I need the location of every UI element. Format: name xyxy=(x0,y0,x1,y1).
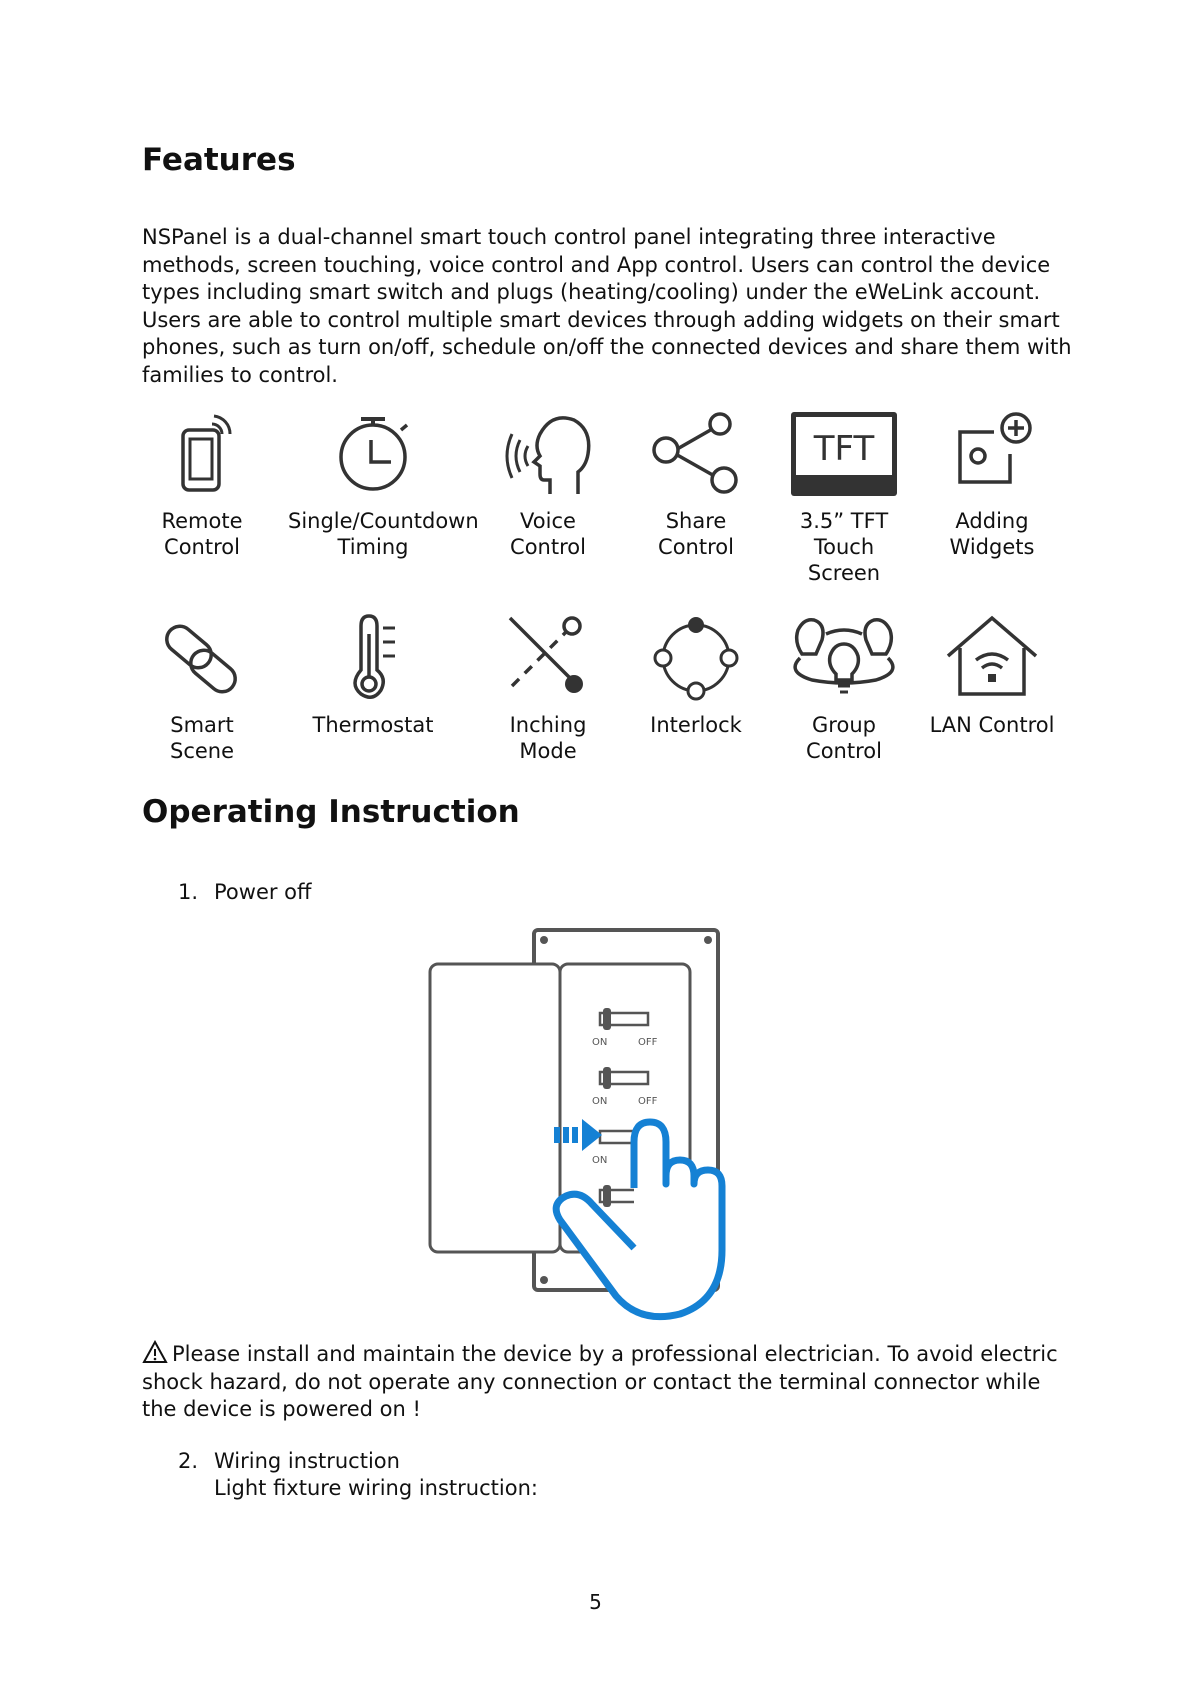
feature-thermostat xyxy=(288,614,458,738)
feature-voice-control xyxy=(463,410,633,560)
step-text: Power off xyxy=(214,880,312,904)
feature-label: LAN Control xyxy=(929,713,1055,737)
feature-label: Single/Countdown Timing xyxy=(288,509,479,559)
tft-screen-icon xyxy=(789,410,899,500)
feature-remote-control xyxy=(117,410,287,560)
feature-label: Voice Control xyxy=(510,509,586,559)
svg-text:ON: ON xyxy=(592,1096,608,1107)
feature-label: Share Control xyxy=(658,509,734,559)
link-chain-icon xyxy=(162,614,242,704)
features-intro: NSPanel is a dual-channel smart touch control panel integrating three interactive methods, screen touching, voice control and App control. Users can control the device types including smart switch and plugs (heating/cooling) under the eWeLink account. Users are able to control multiple smart devices through adding widgets on their smart phones, such as turn on/off, schedule on/off the connected devices and share them with families to control. xyxy=(142,225,1072,387)
feature-label: Thermostat xyxy=(312,713,434,737)
svg-text:TFT: TFT xyxy=(813,429,875,469)
svg-text:ON: ON xyxy=(592,1155,608,1166)
interlock-icon xyxy=(648,614,744,704)
safety-warning xyxy=(142,1340,1072,1424)
phone-remote-icon xyxy=(162,410,242,500)
feature-adding-widgets xyxy=(907,410,1077,560)
svg-text:OFF: OFF xyxy=(638,1037,658,1048)
svg-text:ON: ON xyxy=(592,1037,608,1048)
feature-timing xyxy=(288,410,479,560)
share-icon xyxy=(648,410,744,500)
feature-label: Smart Scene xyxy=(169,713,235,763)
step-subtext: Light fixture wiring instruction: xyxy=(214,1476,538,1500)
operating-heading: Operating Instruction xyxy=(142,794,520,830)
add-widget-icon xyxy=(952,410,1032,500)
voice-head-icon xyxy=(500,410,596,500)
inching-icon xyxy=(500,614,596,704)
feature-inching-mode xyxy=(463,614,633,764)
group-bulbs-icon xyxy=(784,614,904,704)
step-text: Wiring instruction xyxy=(214,1449,400,1473)
svg-text:OFF: OFF xyxy=(638,1096,658,1107)
thermometer-icon xyxy=(333,614,413,704)
feature-label: Adding Widgets xyxy=(949,509,1035,559)
feature-interlock xyxy=(611,614,781,738)
home-wifi-icon xyxy=(942,614,1042,704)
step-number: 1. xyxy=(178,880,199,904)
feature-label: 3.5” TFT Touch Screen xyxy=(799,509,889,585)
page-number: 5 xyxy=(589,1590,602,1614)
feature-label: Inching Mode xyxy=(509,713,587,763)
features-heading: Features xyxy=(142,142,296,178)
stopwatch-icon xyxy=(333,410,413,500)
warning-text: Please install and maintain the device by a professional electrician. To avoid electric shock hazard, do not operate any connection or contact the terminal connector while the device is powered on ! xyxy=(142,1342,1058,1421)
step-number: 2. xyxy=(178,1449,199,1473)
feature-smart-scene xyxy=(117,614,287,764)
warning-triangle-icon xyxy=(142,1340,168,1364)
feature-lan-control xyxy=(907,614,1077,738)
feature-label: Remote Control xyxy=(161,509,243,559)
power-off-illustration xyxy=(420,920,770,1330)
feature-tft-screen xyxy=(759,410,929,586)
feature-share-control xyxy=(611,410,781,560)
feature-label: Group Control xyxy=(806,713,882,763)
feature-label: Interlock xyxy=(650,713,742,737)
feature-group-control xyxy=(759,614,929,764)
